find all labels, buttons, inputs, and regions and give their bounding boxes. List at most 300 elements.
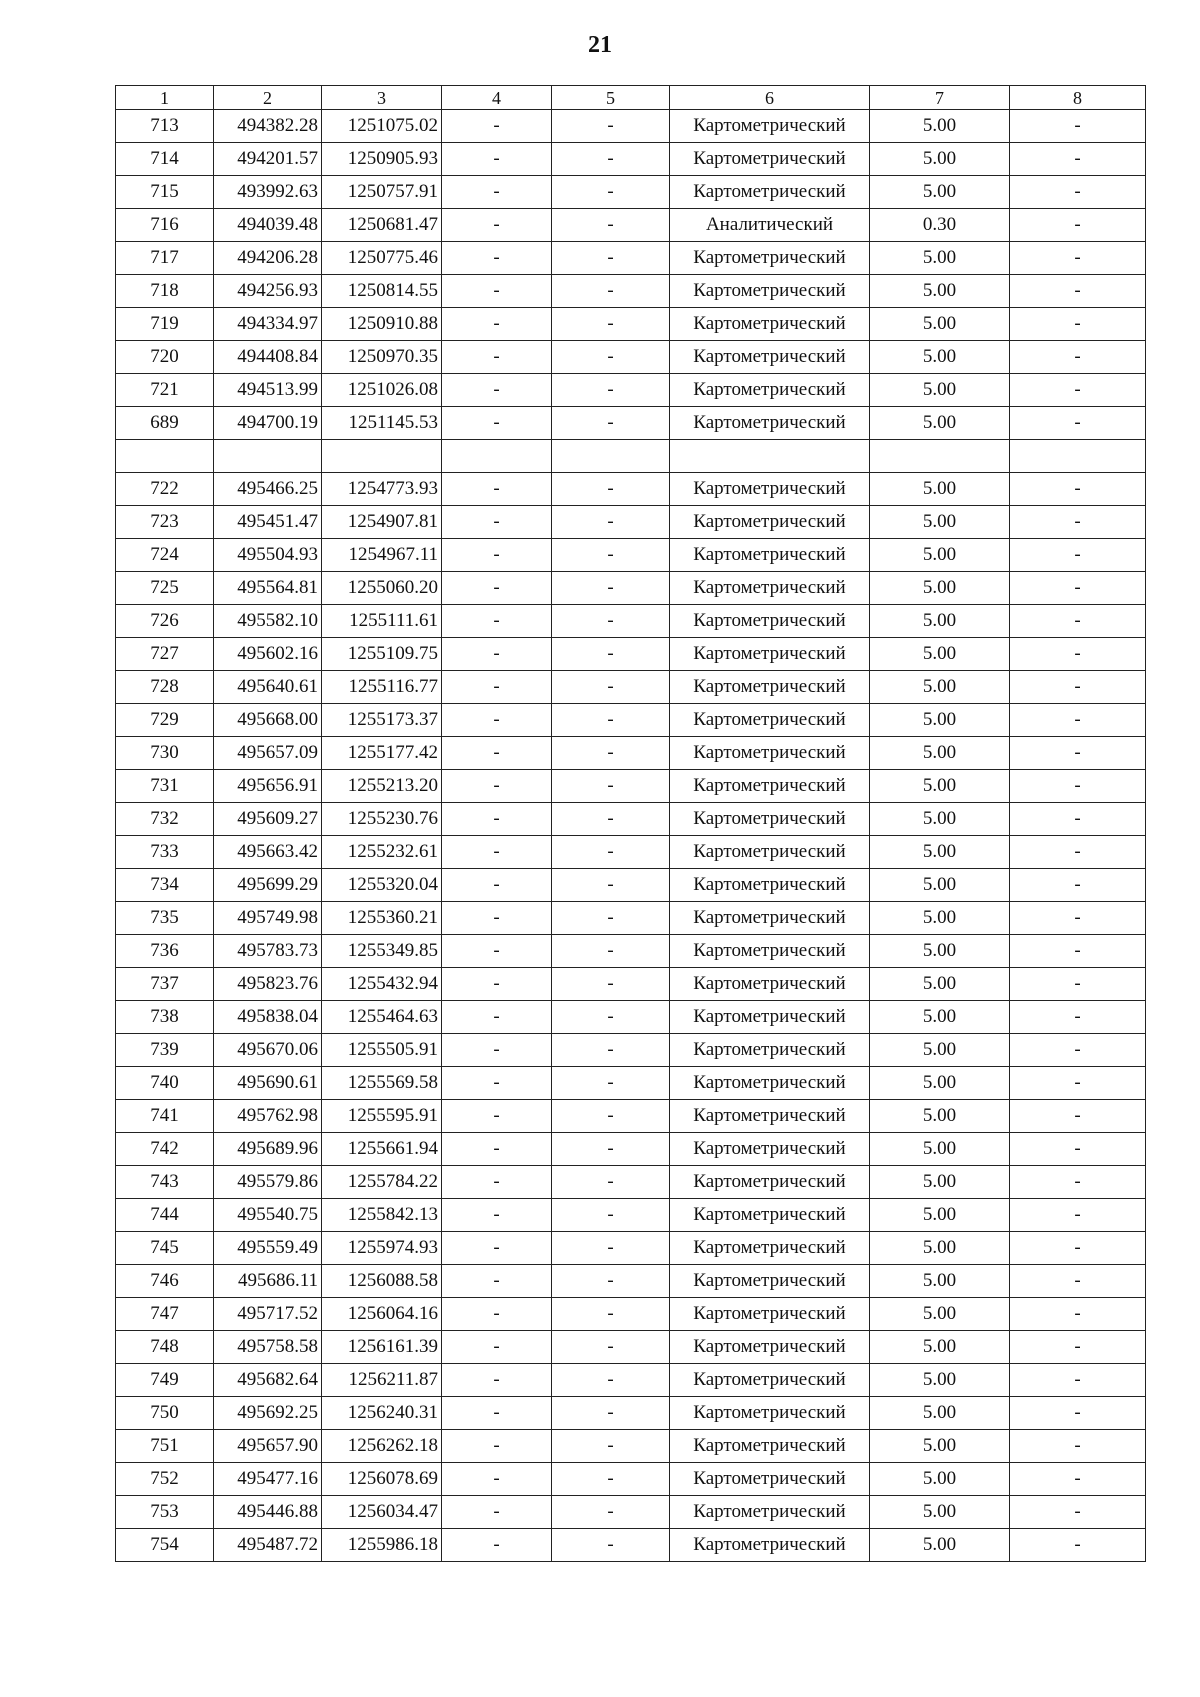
table-cell: 5.00: [870, 374, 1010, 407]
table-cell: 5.00: [870, 275, 1010, 308]
table-cell: -: [1010, 407, 1146, 440]
table-cell: 720: [116, 341, 214, 374]
table-row: [116, 1100, 1146, 1133]
table-cell: 5.00: [870, 539, 1010, 572]
table-cell: -: [552, 836, 670, 869]
column-header: 8: [1010, 86, 1146, 110]
table-cell: -: [1010, 341, 1146, 374]
table-cell: Картометрический: [670, 902, 870, 935]
table-cell: 495602.16: [214, 638, 322, 671]
table-cell: Картометрический: [670, 770, 870, 803]
table-cell: 5.00: [870, 242, 1010, 275]
table-cell: -: [1010, 242, 1146, 275]
table-cell: 5.00: [870, 1100, 1010, 1133]
table-cell: 495686.11: [214, 1265, 322, 1298]
table-cell: 1255974.93: [322, 1232, 442, 1265]
table-cell: -: [552, 374, 670, 407]
table-cell: -: [552, 902, 670, 935]
column-header: 4: [442, 86, 552, 110]
table-cell: 493992.63: [214, 176, 322, 209]
table-cell: 723: [116, 506, 214, 539]
table-cell: -: [1010, 539, 1146, 572]
table-cell: -: [442, 341, 552, 374]
table-cell: -: [442, 1232, 552, 1265]
table-cell: Картометрический: [670, 341, 870, 374]
table-cell: Картометрический: [670, 407, 870, 440]
table-cell: Картометрический: [670, 1298, 870, 1331]
table-cell: 5.00: [870, 1199, 1010, 1232]
table-cell: 1256262.18: [322, 1430, 442, 1463]
table-cell: -: [442, 1001, 552, 1034]
table-cell: -: [1010, 1100, 1146, 1133]
table-cell: -: [552, 110, 670, 143]
table-cell: -: [1010, 572, 1146, 605]
table-cell: 1250970.35: [322, 341, 442, 374]
table-cell: 5.00: [870, 1232, 1010, 1265]
table-cell: 495668.00: [214, 704, 322, 737]
table-row: [116, 275, 1146, 308]
table-cell: -: [552, 1100, 670, 1133]
table-cell: -: [552, 968, 670, 1001]
table-row: [116, 407, 1146, 440]
table-cell: -: [1010, 1496, 1146, 1529]
table-cell: 494700.19: [214, 407, 322, 440]
table-cell: 713: [116, 110, 214, 143]
table-cell: 495762.98: [214, 1100, 322, 1133]
table-cell: Картометрический: [670, 1034, 870, 1067]
table-cell: 716: [116, 209, 214, 242]
table-cell: Картометрический: [670, 539, 870, 572]
table-row: [116, 440, 1146, 473]
table-cell: -: [442, 1100, 552, 1133]
table-cell: 1255177.42: [322, 737, 442, 770]
table-cell: 5.00: [870, 1331, 1010, 1364]
table-row: [116, 1496, 1146, 1529]
table-row: [116, 1397, 1146, 1430]
table-cell: -: [552, 572, 670, 605]
table-cell: 714: [116, 143, 214, 176]
table-cell: -: [442, 869, 552, 902]
table-cell: 733: [116, 836, 214, 869]
table-cell: -: [442, 1331, 552, 1364]
table-cell: Картометрический: [670, 1265, 870, 1298]
table-cell: 717: [116, 242, 214, 275]
table-cell: 495663.42: [214, 836, 322, 869]
table-cell: -: [552, 407, 670, 440]
table-row: [116, 638, 1146, 671]
table-cell: -: [552, 242, 670, 275]
table-cell: -: [1010, 143, 1146, 176]
table-cell: 1255213.20: [322, 770, 442, 803]
table-cell: -: [442, 935, 552, 968]
table-cell: 721: [116, 374, 214, 407]
table-cell: 5.00: [870, 1265, 1010, 1298]
table-cell: -: [442, 1166, 552, 1199]
table-cell: 1254773.93: [322, 473, 442, 506]
table-cell: Картометрический: [670, 869, 870, 902]
table-cell: 495451.47: [214, 506, 322, 539]
table-cell: -: [1010, 902, 1146, 935]
table-cell: -: [552, 1067, 670, 1100]
table-cell: 715: [116, 176, 214, 209]
table-cell: 1254967.11: [322, 539, 442, 572]
table-cell: 1255595.91: [322, 1100, 442, 1133]
table-cell: 495640.61: [214, 671, 322, 704]
table-cell: 495749.98: [214, 902, 322, 935]
table-cell: -: [1010, 1166, 1146, 1199]
table-cell: 495609.27: [214, 803, 322, 836]
table-cell: -: [442, 539, 552, 572]
table-row: [116, 1034, 1146, 1067]
table-cell: 1255060.20: [322, 572, 442, 605]
table-cell: -: [1010, 110, 1146, 143]
table-cell: 1250775.46: [322, 242, 442, 275]
table-cell: 730: [116, 737, 214, 770]
table-cell: 1255230.76: [322, 803, 442, 836]
table-cell: -: [442, 968, 552, 1001]
table-cell: 1255784.22: [322, 1166, 442, 1199]
table-cell: -: [1010, 176, 1146, 209]
table-cell: -: [552, 671, 670, 704]
table-cell: 5.00: [870, 836, 1010, 869]
table-cell: 5.00: [870, 605, 1010, 638]
table-cell: 5.00: [870, 968, 1010, 1001]
table-cell: 746: [116, 1265, 214, 1298]
table-cell: -: [552, 341, 670, 374]
table-cell: 749: [116, 1364, 214, 1397]
coordinates-table: [115, 85, 1146, 1562]
table-cell: 5.00: [870, 704, 1010, 737]
table-cell: 729: [116, 704, 214, 737]
table-cell: -: [442, 110, 552, 143]
table-cell: -: [552, 473, 670, 506]
table-cell: 495656.91: [214, 770, 322, 803]
table-cell: -: [442, 1529, 552, 1562]
table-cell: -: [442, 902, 552, 935]
table-cell: 5.00: [870, 737, 1010, 770]
table-cell: -: [1010, 1067, 1146, 1100]
table-cell: -: [442, 836, 552, 869]
table-cell: Картометрический: [670, 605, 870, 638]
table-cell: [670, 440, 870, 473]
table-cell: -: [1010, 1529, 1146, 1562]
table-cell: -: [442, 1298, 552, 1331]
table-cell: 494382.28: [214, 110, 322, 143]
table-cell: -: [442, 242, 552, 275]
table-cell: 1255116.77: [322, 671, 442, 704]
table-cell: Картометрический: [670, 176, 870, 209]
table-row: [116, 968, 1146, 1001]
table-cell: 747: [116, 1298, 214, 1331]
table-row: [116, 935, 1146, 968]
table-cell: 742: [116, 1133, 214, 1166]
table-cell: -: [442, 803, 552, 836]
table-cell: 728: [116, 671, 214, 704]
table-cell: [442, 440, 552, 473]
table-cell: -: [552, 605, 670, 638]
table-cell: -: [442, 1133, 552, 1166]
table-row: [116, 1067, 1146, 1100]
table-cell: -: [442, 1199, 552, 1232]
table-row: [116, 1463, 1146, 1496]
table-cell: -: [552, 539, 670, 572]
table-cell: 5.00: [870, 143, 1010, 176]
table-cell: 5.00: [870, 407, 1010, 440]
table-cell: 5.00: [870, 572, 1010, 605]
table-cell: 495682.64: [214, 1364, 322, 1397]
table-cell: -: [1010, 1001, 1146, 1034]
table-cell: 495540.75: [214, 1199, 322, 1232]
table-cell: 1250910.88: [322, 308, 442, 341]
table-cell: 753: [116, 1496, 214, 1529]
table-cell: 1255569.58: [322, 1067, 442, 1100]
table-cell: Картометрический: [670, 671, 870, 704]
table-row: [116, 506, 1146, 539]
table-cell: 5.00: [870, 671, 1010, 704]
table-cell: 1251145.53: [322, 407, 442, 440]
table-row: [116, 1430, 1146, 1463]
table-cell: 495487.72: [214, 1529, 322, 1562]
table-cell: -: [442, 1496, 552, 1529]
table-cell: -: [552, 1232, 670, 1265]
table-cell: 495579.86: [214, 1166, 322, 1199]
table-cell: 495446.88: [214, 1496, 322, 1529]
table-cell: -: [1010, 968, 1146, 1001]
table-cell: Картометрический: [670, 1496, 870, 1529]
column-header: 3: [322, 86, 442, 110]
table-cell: 495504.93: [214, 539, 322, 572]
table-cell: -: [442, 737, 552, 770]
table-cell: -: [1010, 1397, 1146, 1430]
table-cell: -: [1010, 869, 1146, 902]
table-cell: -: [552, 143, 670, 176]
table-row: [116, 110, 1146, 143]
table-body: [116, 110, 1146, 1562]
table-row: [116, 374, 1146, 407]
table-row: [116, 836, 1146, 869]
page-number: 21: [588, 32, 612, 58]
column-header: 7: [870, 86, 1010, 110]
table-cell: -: [442, 572, 552, 605]
table-row: [116, 539, 1146, 572]
table-cell: 494408.84: [214, 341, 322, 374]
table-cell: 1254907.81: [322, 506, 442, 539]
table-cell: Картометрический: [670, 704, 870, 737]
table-cell: Картометрический: [670, 1067, 870, 1100]
table-cell: 1255986.18: [322, 1529, 442, 1562]
table-cell: 1256088.58: [322, 1265, 442, 1298]
table-cell: -: [1010, 374, 1146, 407]
table-cell: -: [552, 770, 670, 803]
table-cell: 743: [116, 1166, 214, 1199]
table-row: [116, 737, 1146, 770]
table-cell: -: [442, 209, 552, 242]
table-cell: 1250757.91: [322, 176, 442, 209]
table-cell: 1255320.04: [322, 869, 442, 902]
table-cell: -: [442, 1034, 552, 1067]
table-cell: 732: [116, 803, 214, 836]
table-cell: 751: [116, 1430, 214, 1463]
column-header: 6: [670, 86, 870, 110]
table-row: [116, 473, 1146, 506]
table-cell: 5.00: [870, 1529, 1010, 1562]
table-cell: 722: [116, 473, 214, 506]
table-cell: -: [552, 869, 670, 902]
table-cell: [116, 440, 214, 473]
table-cell: 1255111.61: [322, 605, 442, 638]
table-cell: Картометрический: [670, 506, 870, 539]
table-cell: -: [552, 1463, 670, 1496]
table-cell: 734: [116, 869, 214, 902]
table-cell: -: [442, 671, 552, 704]
table-cell: 5.00: [870, 1001, 1010, 1034]
table-cell: Картометрический: [670, 1463, 870, 1496]
table-cell: 744: [116, 1199, 214, 1232]
table-cell: -: [552, 935, 670, 968]
table-cell: 5.00: [870, 638, 1010, 671]
table-cell: 495783.73: [214, 935, 322, 968]
table-row: [116, 1001, 1146, 1034]
table-row: [116, 1529, 1146, 1562]
table-cell: 741: [116, 1100, 214, 1133]
table-cell: -: [442, 143, 552, 176]
table-cell: 1255349.85: [322, 935, 442, 968]
table-cell: -: [1010, 473, 1146, 506]
table-cell: [870, 440, 1010, 473]
table-cell: Картометрический: [670, 473, 870, 506]
table-cell: 5.00: [870, 1397, 1010, 1430]
table-cell: -: [552, 737, 670, 770]
table-cell: -: [552, 1001, 670, 1034]
table-cell: 495838.04: [214, 1001, 322, 1034]
table-cell: 754: [116, 1529, 214, 1562]
table-cell: Картометрический: [670, 110, 870, 143]
table-cell: 1255661.94: [322, 1133, 442, 1166]
table-cell: -: [552, 1199, 670, 1232]
table-cell: 748: [116, 1331, 214, 1364]
table-cell: 1255109.75: [322, 638, 442, 671]
table-cell: Картометрический: [670, 1001, 870, 1034]
table-cell: -: [1010, 803, 1146, 836]
table-cell: -: [1010, 671, 1146, 704]
table-cell: -: [442, 704, 552, 737]
table-cell: Картометрический: [670, 836, 870, 869]
table-cell: Картометрический: [670, 572, 870, 605]
table-cell: -: [1010, 209, 1146, 242]
table-cell: 1256034.47: [322, 1496, 442, 1529]
table-cell: 494201.57: [214, 143, 322, 176]
table-cell: -: [1010, 605, 1146, 638]
table-cell: 1250814.55: [322, 275, 442, 308]
table-row: [116, 1364, 1146, 1397]
table-cell: 1251026.08: [322, 374, 442, 407]
table-cell: Картометрический: [670, 1166, 870, 1199]
table-cell: Картометрический: [670, 1529, 870, 1562]
table-cell: -: [552, 275, 670, 308]
table-cell: -: [552, 1133, 670, 1166]
table-cell: -: [1010, 1133, 1146, 1166]
table-cell: -: [442, 770, 552, 803]
table-cell: 5.00: [870, 473, 1010, 506]
column-header: 5: [552, 86, 670, 110]
table-row: [116, 308, 1146, 341]
table-cell: -: [442, 1265, 552, 1298]
table-cell: 495559.49: [214, 1232, 322, 1265]
table-row: [116, 1199, 1146, 1232]
table-row: [116, 143, 1146, 176]
table-row: [116, 1232, 1146, 1265]
table-cell: 494256.93: [214, 275, 322, 308]
table-cell: Картометрический: [670, 968, 870, 1001]
table-cell: 1255505.91: [322, 1034, 442, 1067]
table-cell: -: [552, 1166, 670, 1199]
table-cell: 495823.76: [214, 968, 322, 1001]
table-cell: 5.00: [870, 935, 1010, 968]
table-cell: 5.00: [870, 770, 1010, 803]
table-row: [116, 770, 1146, 803]
table-cell: -: [552, 803, 670, 836]
table-cell: Картометрический: [670, 1331, 870, 1364]
table-cell: -: [552, 1298, 670, 1331]
header-row: [116, 86, 1146, 110]
table-cell: 5.00: [870, 506, 1010, 539]
table-cell: 5.00: [870, 1298, 1010, 1331]
table-cell: Картометрический: [670, 374, 870, 407]
table-cell: 1255842.13: [322, 1199, 442, 1232]
table-cell: -: [552, 308, 670, 341]
table-cell: 727: [116, 638, 214, 671]
table-cell: -: [442, 1364, 552, 1397]
table-cell: 5.00: [870, 176, 1010, 209]
table-row: [116, 572, 1146, 605]
table-cell: Картометрический: [670, 275, 870, 308]
table-cell: 5.00: [870, 110, 1010, 143]
table-cell: -: [1010, 638, 1146, 671]
table-cell: -: [442, 1067, 552, 1100]
table-cell: Картометрический: [670, 308, 870, 341]
table-cell: 1250681.47: [322, 209, 442, 242]
table-cell: -: [1010, 1199, 1146, 1232]
table-cell: 495657.90: [214, 1430, 322, 1463]
table-cell: 731: [116, 770, 214, 803]
table-cell: -: [1010, 1232, 1146, 1265]
table-cell: 1255464.63: [322, 1001, 442, 1034]
table-cell: -: [552, 1529, 670, 1562]
table-cell: 5.00: [870, 1067, 1010, 1100]
table-row: [116, 242, 1146, 275]
column-header: 2: [214, 86, 322, 110]
table-cell: Картометрический: [670, 1430, 870, 1463]
table-cell: 736: [116, 935, 214, 968]
table-cell: -: [552, 1034, 670, 1067]
table-cell: -: [552, 176, 670, 209]
table-cell: -: [552, 1496, 670, 1529]
table-row: [116, 1166, 1146, 1199]
table-cell: 495477.16: [214, 1463, 322, 1496]
table-cell: Картометрический: [670, 1397, 870, 1430]
table-cell: Картометрический: [670, 935, 870, 968]
table-cell: 1251075.02: [322, 110, 442, 143]
table-row: [116, 176, 1146, 209]
table-cell: 724: [116, 539, 214, 572]
table-cell: 726: [116, 605, 214, 638]
table-cell: 495564.81: [214, 572, 322, 605]
table-cell: Картометрический: [670, 638, 870, 671]
table-cell: 495582.10: [214, 605, 322, 638]
table-cell: 750: [116, 1397, 214, 1430]
table-cell: 495717.52: [214, 1298, 322, 1331]
table-cell: [552, 440, 670, 473]
